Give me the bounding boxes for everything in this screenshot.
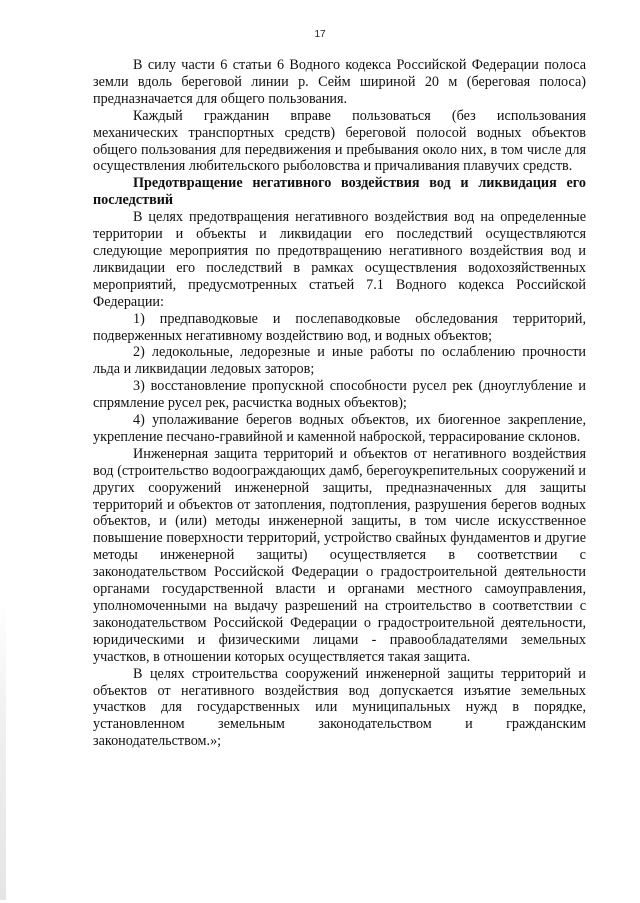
scan-edge-shadow: [0, 600, 6, 900]
list-item-2: 2) ледокольные, ледорезные и иные работы по ослаблению прочности льда и ликвидации ледовых заторов;: [93, 344, 586, 378]
paragraph-engineering-protection: Инженерная защита территорий и объектов от негативного воздействия вод (строительство водоограждающих дамб, берегоукрепительных сооружений и других сооружений инженерной защиты, предназначенных для защиты территорий и объектов от затопления, подтопления, разрушения берегов водных объектов, и (или) методы инженерной защиты, в том числе искусственное повышение поверхности территорий, устройство свайных фундаментов и другие методы инженерной защиты) осуществляется в соответствии с законодательством Российской Федерации о градостроительной деятельности органами государственной власти и органами местного самоуправления, уполномоченными на выдачу разрешений на строительство в соответствии с законодательством Российской Федерации о градостроительной деятельности, юридическими и физическими лицами - правообладателями земельных участков, в отношении которых осуществляется такая защита.: [93, 445, 586, 665]
page-number: 17: [314, 29, 326, 40]
paragraph-measures-intro: В целях предотвращения негативного воздействия вод на определенные территории и объекты и ликвидации его последствий осуществляются следующие мероприятия по предотвращению негативного воздействия вод и ликвидации его последствий в рамках осуществления водохозяйственных мероприятий, предусмотренных статьей 7.1 Водного кодекса Российской Федерации:: [93, 209, 586, 310]
section-heading: Предотвращение негативного воздействия вод и ликвидация его последствий: [93, 175, 586, 209]
paragraph-citizen-rights: Каждый гражданин вправе пользоваться (без использования механических транспортных средств) береговой полосой водных объектов общего пользования для передвижения и пребывания около них, в том числе для осуществления любительского рыболовства и причаливания плавучих средств.: [93, 107, 586, 175]
list-item-4: 4) уполаживание берегов водных объектов, их биогенное закрепление, укрепление песчано-гравийной и каменной наброской, террасирование склонов.: [93, 412, 586, 445]
document-body: [93, 57, 586, 750]
paragraph-land-withdrawal: В целях строительства сооружений инженерной защиты территорий и объектов от негативного воздействия вод допускается изъятие земельных участков для государственных или муниципальных нужд в порядке, установленном земельным законодательством и гражданским законодательством.»;: [93, 665, 586, 750]
paragraph-shore-strip: В силу части 6 статьи 6 Водного кодекса Российской Федерации полоса земли вдоль береговой линии р. Сейм шириной 20 м (береговая полоса) предназначается для общего пользования.: [93, 57, 586, 107]
list-item-3: 3) восстановление пропускной способности русел рек (дноуглубление и спрямление русел рек, расчистка водных объектов);: [93, 378, 586, 412]
list-item-1: 1) предпаводковые и послепаводковые обследования территорий, подверженных негативному воздействию вод, и водных объектов;: [93, 310, 586, 344]
